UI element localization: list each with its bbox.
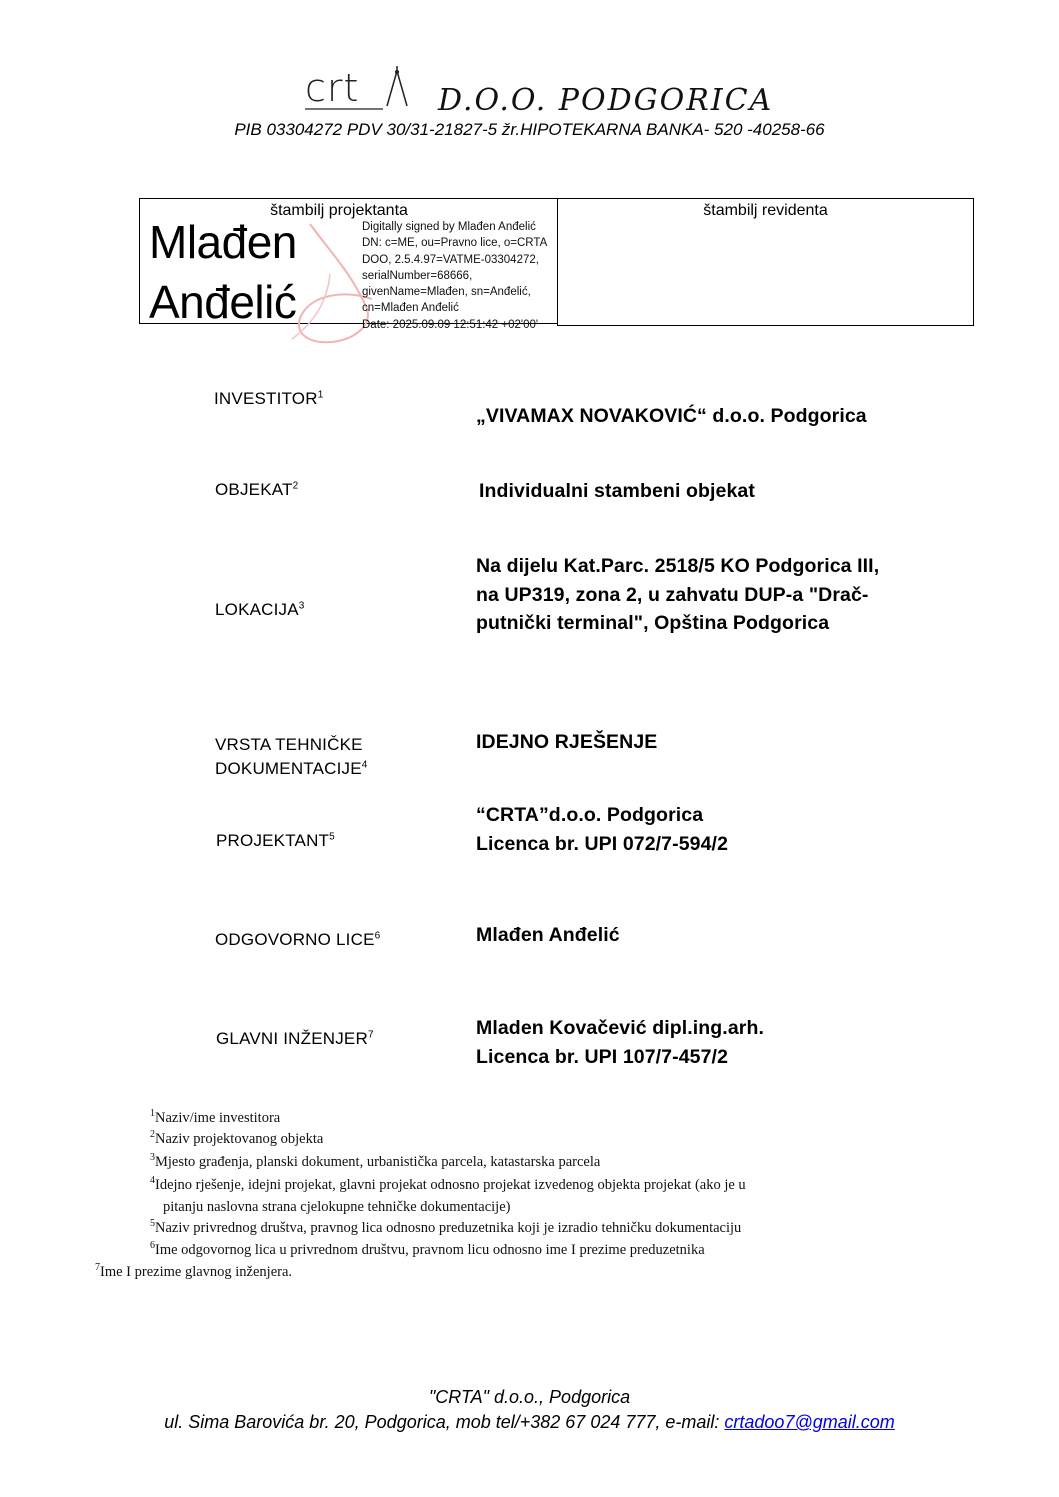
company-name: D.O.O. PODGORICA [438, 83, 774, 118]
signer-last-name: Anđelić [149, 276, 297, 328]
signer-name [149, 212, 297, 332]
signature-detail-line: Digitally signed by Mlađen Anđelić [362, 221, 536, 233]
digital-signature-details [362, 219, 547, 333]
footnote: $^3$Mjesto građenja, planski dokument, urbanistička parcela, katastarska parcela [150, 1152, 601, 1170]
chief-engineer-label: GLAVNI INŽENJER$^7$ [216, 1029, 374, 1048]
investor-value: „VIVAMAX NOVAKOVIĆ“ d.o.o. Podgorica [476, 405, 867, 427]
documentation-type-value: IDEJNO RJEŠENJE [476, 731, 658, 753]
location-label: LOKACIJA$^3$ [215, 600, 305, 619]
object-value: Individualni stambeni objekat [479, 480, 755, 502]
footnote: $^2$Naziv projektovanog objekta [150, 1129, 324, 1147]
logo-text: crt [305, 66, 360, 110]
footnote: $^4$Idejno rješenje, idejni projekat, glavni projekat odnosno projekat izvedenog objekta projekat (ako je u [150, 1175, 746, 1193]
object-label: OBJEKAT$^2$ [215, 480, 299, 499]
signer-first-name: Mlađen [149, 216, 297, 268]
footer-email-link[interactable]: crtadoo7@gmail.com [724, 1412, 895, 1432]
company-tax-info: PIB 03304272 PDV 30/31-21827-5 žr.HIPOTEKARNA BANKA- 520 -40258-66 [234, 120, 825, 139]
documentation-type-label: VRSTA TEHNIČKE DOKUMENTACIJE$^4$ [215, 735, 368, 778]
signature-detail-line: cn=Mlađen Anđelić [362, 302, 459, 315]
investor-label: INVESTITOR$^1$ [214, 389, 324, 408]
signature-detail-line: DOO, 2.5.4.97=VATME-03304272, [362, 253, 539, 266]
designer-label: PROJEKTANT$^5$ [216, 831, 335, 850]
reviewer-stamp-label: štambilj revidenta [703, 202, 828, 219]
footer-address: ul. Sima Barovića br. 20, Podgorica, mob tel/+382 67 024 777, e-mail: crtadoo7@gmail.com [164, 1412, 895, 1432]
responsible-person-label: ODGOVORNO LICE$^6$ [215, 930, 381, 949]
designer-stamp-label: štambilj projektanta [270, 202, 408, 219]
responsible-person-value: Mlađen Anđelić [476, 924, 620, 946]
location-value: Na dijelu Kat.Parc. 2518/5 KO Podgorica III, na UP319, zona 2, u zahvatu DUP-a "Drač- putnički terminal", Opština Podgorica [476, 555, 880, 634]
footnote: $^6$Ime odgovornog lica u privrednom društvu, pravnom licu odnosno ime I prezime preduzetnika [150, 1240, 705, 1258]
signature-detail-line: serialNumber=68666, [362, 269, 473, 282]
signature-detail-line: Date: 2025.09.09 12:51:42 +02'00' [362, 318, 539, 331]
footer-company: "CRTA" d.o.o., Podgorica [428, 1387, 631, 1407]
footnote: $^5$Naziv privrednog društva, pravnog lica odnosno preduzetnika koji je izradio tehničku dokumentaciju [150, 1218, 742, 1236]
signature-detail-line: givenName=Mlađen, sn=Anđelić, [362, 286, 531, 299]
designer-value: “CRTA”d.o.o. Podgorica Licenca br. UPI 072/7-594/2 [476, 804, 729, 855]
chief-engineer-value: Mladen Kovačević dipl.ing.arh. Licenca br. UPI 107/7-457/2 [476, 1017, 764, 1068]
signature-detail-line: DN: c=ME, ou=Pravno lice, o=CRTA [362, 237, 548, 250]
footnote: $^1$Naziv/ime investitora [150, 1108, 281, 1126]
footnote: $^7$Ime I prezime glavnog inženjera. [95, 1262, 293, 1280]
footnote-continuation: pitanju naslovna strana cjelokupne tehničke dokumentacije) [163, 1199, 511, 1215]
